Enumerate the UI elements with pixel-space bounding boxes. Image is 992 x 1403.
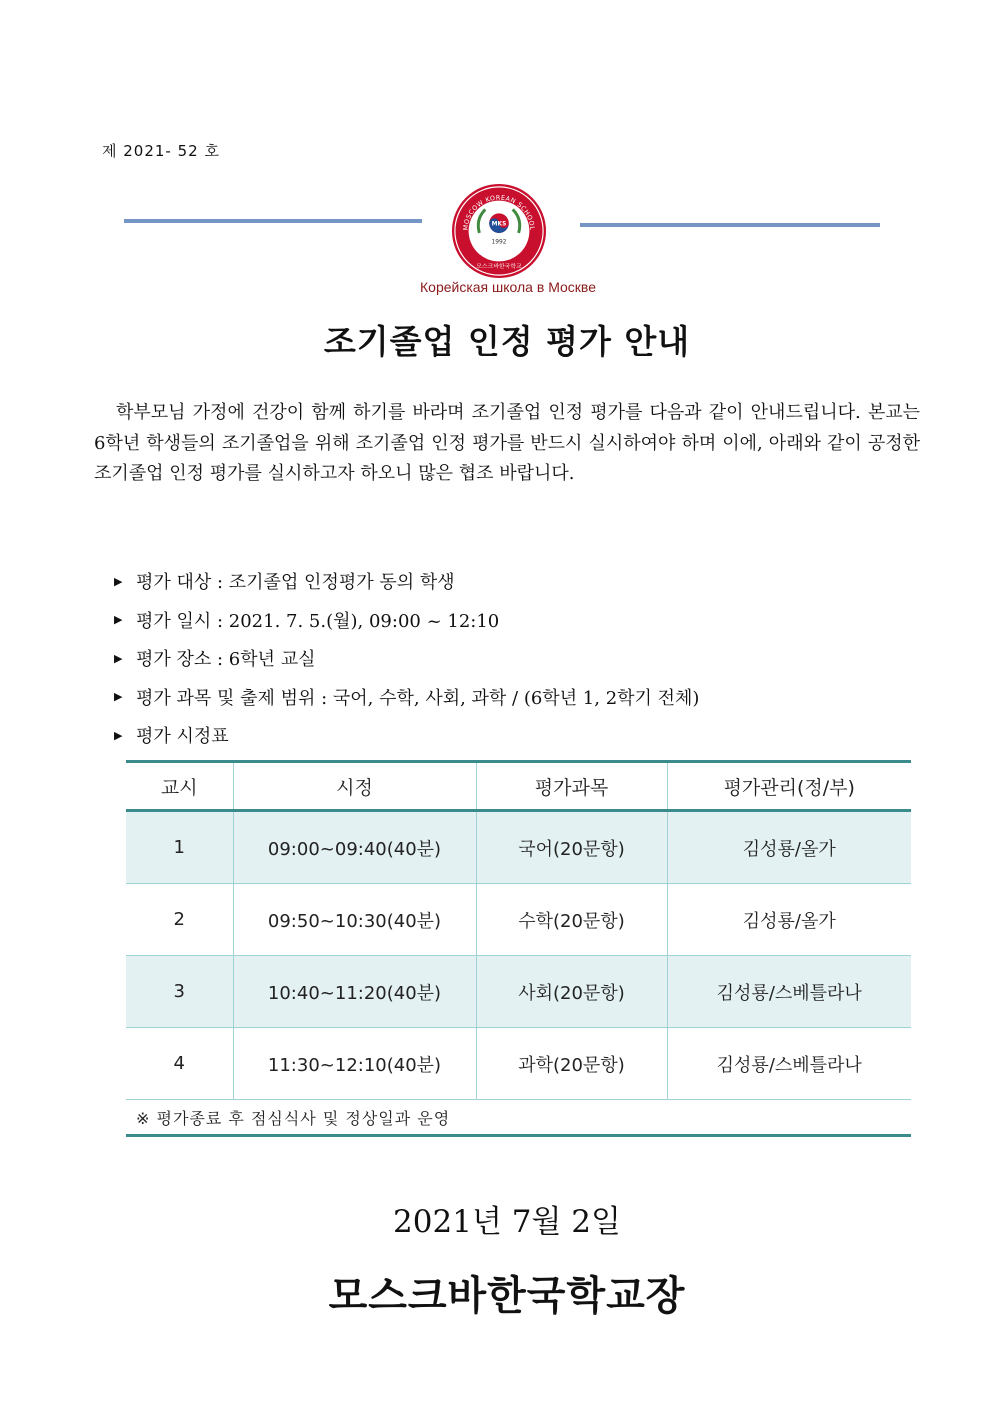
- cell-time: 10:40~11:20(40분): [233, 956, 476, 1028]
- cell-subject: 과학(20문항): [476, 1028, 667, 1100]
- cell-proctor: 김성룡/올가: [667, 811, 911, 884]
- cell-proctor: 김성룡/스베틀라나: [667, 1028, 911, 1100]
- info-item-text: 평가 시정표: [136, 726, 229, 748]
- header-period: 교시: [126, 762, 233, 811]
- header-rule-right: [580, 223, 880, 227]
- cell-period: 2: [126, 884, 233, 956]
- info-list: [114, 562, 934, 755]
- logo-center-text: MKS: [491, 221, 507, 228]
- cell-time: 09:00~09:40(40분): [233, 811, 476, 884]
- info-item-text: 평가 과목 및 출제 범위 : 국어, 수학, 사회, 과학 / (6학년 1, 2학기 전체): [136, 687, 700, 709]
- cell-subject: 국어(20문항): [476, 811, 667, 884]
- cell-subject: 사회(20문항): [476, 956, 667, 1028]
- school-name: Корейская школа в Москве: [420, 279, 596, 295]
- logo-arc-text: MOSCOW KOREAN SCHOOL: [461, 193, 537, 231]
- table-row: [126, 811, 911, 884]
- bullet-arrow-icon: ▶: [114, 613, 123, 627]
- info-item: [114, 562, 934, 601]
- bullet-arrow-icon: ▶: [114, 690, 123, 704]
- bullet-arrow-icon: ▶: [114, 574, 123, 588]
- bullet-arrow-icon: ▶: [114, 728, 123, 742]
- info-item: [114, 639, 934, 678]
- cell-proctor: 김성룡/올가: [667, 884, 911, 956]
- info-item: [114, 678, 934, 717]
- info-item: [114, 716, 934, 755]
- info-item-text: 평가 대상 : 조기졸업 인정평가 동의 학생: [136, 572, 455, 594]
- table-row: [126, 884, 911, 956]
- issue-date: 2021년 7월 2일: [393, 1204, 621, 1240]
- logo-year-text: 1992: [491, 239, 507, 246]
- info-item-text: 평가 일시 : 2021. 7. 5.(월), 09:00 ~ 12:10: [136, 610, 500, 632]
- header-time: 시정: [233, 762, 476, 811]
- info-item: [114, 601, 934, 640]
- school-logo: [450, 182, 548, 280]
- cell-subject: 수학(20문항): [476, 884, 667, 956]
- cell-period: 1: [126, 811, 233, 884]
- table-row: [126, 1028, 911, 1100]
- cell-proctor: 김성룡/스베틀라나: [667, 956, 911, 1028]
- logo-ribbon-text: 모스크바한국학교: [476, 264, 522, 271]
- signer: 모스크바한국학교장: [328, 1272, 686, 1319]
- info-item-text: 평가 장소 : 6학년 교실: [136, 649, 316, 671]
- schedule-table: [126, 760, 911, 1137]
- page-title: 조기졸업 인정 평가 안내: [323, 322, 691, 361]
- table-header-row: [126, 762, 911, 811]
- intro-paragraph: 학부모님 가정에 건강이 함께 하기를 바라며 조기졸업 인정 평가를 다음과 같이 안내드립니다. 본교는 6학년 학생들의 조기졸업을 위해 조기졸업 인정 평가를 반드시 실시하여야 하며 이에, 아래와 같이 공정한 조기졸업 인정 평가를 실시하고자 하오니 많은 협조 바랍니다.: [94, 402, 920, 484]
- table-note-row: [126, 1100, 911, 1136]
- cell-time: 09:50~10:30(40분): [233, 884, 476, 956]
- document-number: 제 2021- 52 호: [102, 142, 220, 160]
- table-note: ※ 평가종료 후 점심식사 및 정상일과 운영: [126, 1100, 911, 1136]
- table-row: [126, 956, 911, 1028]
- header-rule-left: [124, 219, 422, 223]
- cell-time: 11:30~12:10(40분): [233, 1028, 476, 1100]
- cell-period: 3: [126, 956, 233, 1028]
- header-proctor: 평가관리(정/부): [667, 762, 911, 811]
- bullet-arrow-icon: ▶: [114, 651, 123, 665]
- header-subject: 평가과목: [476, 762, 667, 811]
- cell-period: 4: [126, 1028, 233, 1100]
